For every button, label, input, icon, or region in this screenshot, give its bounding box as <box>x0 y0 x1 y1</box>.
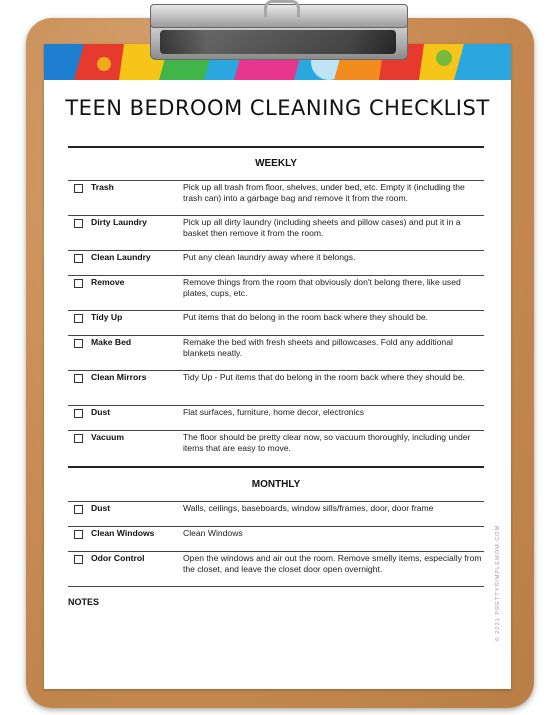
checkbox[interactable] <box>74 184 83 193</box>
task-name: Vacuum <box>91 432 124 442</box>
divider <box>68 146 484 148</box>
checklist-row <box>68 216 484 250</box>
clip-jaw <box>160 30 396 54</box>
checkbox[interactable] <box>74 314 83 323</box>
checkbox[interactable] <box>74 530 83 539</box>
task-description: Open the windows and air out the room. Remove smelly items, especially from the closet, and leave the closet door open overnight. <box>183 553 482 574</box>
checkbox[interactable] <box>74 339 83 348</box>
task-description: Put any clean laundry away where it belongs. <box>183 252 356 262</box>
task-name: Clean Windows <box>91 528 155 538</box>
copyright-credit <box>491 520 501 650</box>
checklist-row <box>68 552 484 586</box>
task-name: Clean Laundry <box>91 252 151 262</box>
task-description: Pick up all trash from floor, shelves, under bed, etc. Empty it (including the trash can) into a garbage bag and remove it from the room. <box>183 182 465 203</box>
task-name: Dirty Laundry <box>91 217 147 227</box>
checklist-row <box>68 336 484 370</box>
task-name: Odor Control <box>91 553 145 563</box>
checkbox[interactable] <box>74 374 83 383</box>
checkbox[interactable] <box>74 434 83 443</box>
section-heading-weekly: WEEKLY <box>255 158 297 169</box>
checkbox[interactable] <box>74 279 83 288</box>
task-description: The floor should be pretty clear now, so vacuum thoroughly, including under items that are easy to move. <box>183 432 471 453</box>
checkbox[interactable] <box>74 505 83 514</box>
task-name: Trash <box>91 182 114 192</box>
section-heading-monthly: MONTHLY <box>251 479 301 490</box>
checklist-row <box>68 502 484 526</box>
checklist-row <box>68 527 484 551</box>
task-name: Clean Mirrors <box>91 372 147 382</box>
divider <box>68 466 484 468</box>
checklist-row <box>68 311 484 335</box>
task-description: Remove things from the room that obviously don't belong there, like used plates, cups, etc. <box>183 277 461 298</box>
clip-hanger <box>264 0 300 17</box>
notes-label: NOTES <box>68 597 100 607</box>
divider <box>68 586 484 587</box>
checkbox[interactable] <box>74 219 83 228</box>
checklist-row <box>68 406 484 430</box>
page-title: TEEN BEDROOM CLEANING CHECKLIST <box>65 96 490 120</box>
task-description: Walls, ceilings, baseboards, window sills/frames, door, door frame <box>183 503 434 513</box>
checkbox[interactable] <box>74 409 83 418</box>
task-description: Flat surfaces, furniture, home decor, electronics <box>183 407 365 417</box>
checklist-row <box>68 276 484 310</box>
copyright-text: © 2021 PRETTYSIMPLEMOM.COM <box>495 524 501 642</box>
task-description: Clean Windows <box>183 528 243 538</box>
checklist-row <box>68 181 484 215</box>
task-name: Dust <box>91 407 111 417</box>
checklist-row <box>68 371 484 405</box>
checklist-row <box>68 251 484 275</box>
task-description: Pick up all dirty laundry (including sheets and pillow cases) and put it in a basket then remove it from the room. <box>183 217 461 238</box>
task-description: Tidy Up - Put items that do belong in the room back where they should be. <box>183 372 465 382</box>
checkbox[interactable] <box>74 254 83 263</box>
task-name: Dust <box>91 503 111 513</box>
task-name: Tidy Up <box>91 312 123 322</box>
task-description: Put items that do belong in the room back where they should be. <box>183 312 429 322</box>
task-description: Remake the bed with fresh sheets and pillowcases. Fold any additional blankets neatly. <box>183 337 453 358</box>
checkbox[interactable] <box>74 555 83 564</box>
task-name: Make Bed <box>91 337 132 347</box>
checklist-row <box>68 431 484 465</box>
task-name: Remove <box>91 277 125 287</box>
